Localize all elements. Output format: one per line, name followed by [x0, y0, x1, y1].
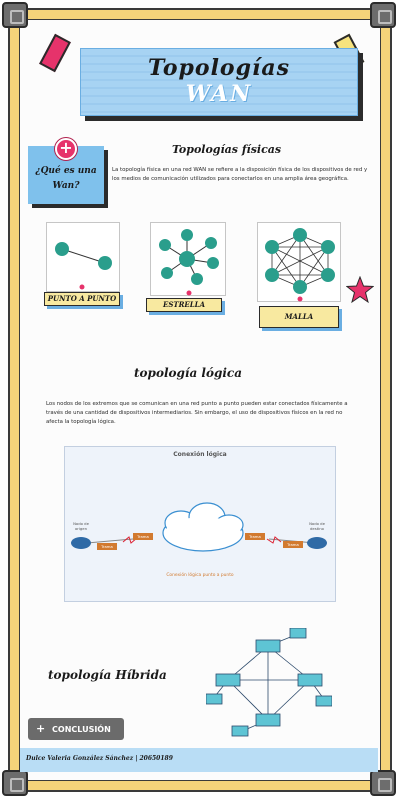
- router-icon: [307, 537, 327, 549]
- corner-bracket-icon: [2, 2, 28, 28]
- destination-node-label: Nodo de destino: [309, 521, 325, 531]
- star-card: [150, 222, 226, 296]
- mesh-card: [257, 222, 341, 302]
- star-icon: [346, 276, 374, 304]
- hybrid-topology-diagram: [206, 628, 332, 738]
- mesh-diagram: [258, 223, 342, 303]
- diagram-graphics: [65, 447, 337, 603]
- frame-badge: Trama: [245, 533, 265, 540]
- hybrid-topology-heading: topología Híbrida: [48, 668, 167, 682]
- page-title: Topologías: [148, 55, 290, 81]
- diagram-caption: Conexión lógica punto a punto: [166, 573, 234, 578]
- physical-topologies-heading: Topologías físicas: [172, 143, 282, 156]
- logical-topology-text: Los nodos de los extremos que se comunican en una red punto a punto pueden estar conectados físicamente a través de una cantidad de dispositivos intermediarios. Sin embargo, el uso de dispositivos físicos en la red no afecta la topología lógica.: [46, 401, 348, 425]
- logical-topology-heading: topología lógica: [134, 366, 242, 380]
- corner-bracket-icon: [370, 770, 396, 796]
- plus-icon: +: [36, 722, 46, 735]
- frame-badge: Trama: [283, 541, 303, 548]
- logical-connection-diagram: [64, 446, 336, 602]
- star-diagram: [151, 223, 227, 297]
- title-banner: [80, 48, 358, 116]
- origin-node-label: Nodo de origen: [73, 521, 89, 531]
- star-label[interactable]: ESTRELLA: [146, 298, 222, 312]
- page-subtitle: WAN: [185, 81, 253, 107]
- point-to-point-diagram: [47, 223, 121, 293]
- router-icon: [71, 537, 91, 549]
- corner-bracket-icon: [370, 2, 396, 28]
- point-to-point-card: [46, 222, 120, 292]
- conclusion-button[interactable]: [28, 718, 124, 740]
- network-node-icon: [55, 242, 69, 256]
- diagram-title: Conexión lógica: [173, 451, 227, 458]
- conclusion-label: CONCLUSIÓN: [52, 725, 111, 734]
- network-node-icon: [98, 256, 112, 270]
- switch-icon: [216, 674, 240, 686]
- footer-bar: [20, 748, 378, 772]
- switch-icon: [256, 640, 280, 652]
- expand-plus-button[interactable]: +: [55, 138, 77, 160]
- frame-badge: Trama: [97, 543, 117, 550]
- point-to-point-label[interactable]: PUNTO A PUNTO: [44, 292, 120, 306]
- frame-badge: Trama: [133, 533, 153, 540]
- mesh-label[interactable]: MALLA: [259, 306, 339, 328]
- switch-icon: [298, 674, 322, 686]
- corner-bracket-icon: [2, 770, 28, 796]
- physical-topologies-text: La topología física en una red WAN se refiere a la disposición física de los dispositivos de red y los medios de comunicación utilizados para conectarlos en una amplia área geográfica.: [112, 167, 368, 182]
- switch-icon: [256, 714, 280, 726]
- what-is-wan-label: ¿Qué es una Wan?: [35, 166, 97, 191]
- author-credit: Dulce Valeria González Sánchez | 20650189: [26, 755, 173, 762]
